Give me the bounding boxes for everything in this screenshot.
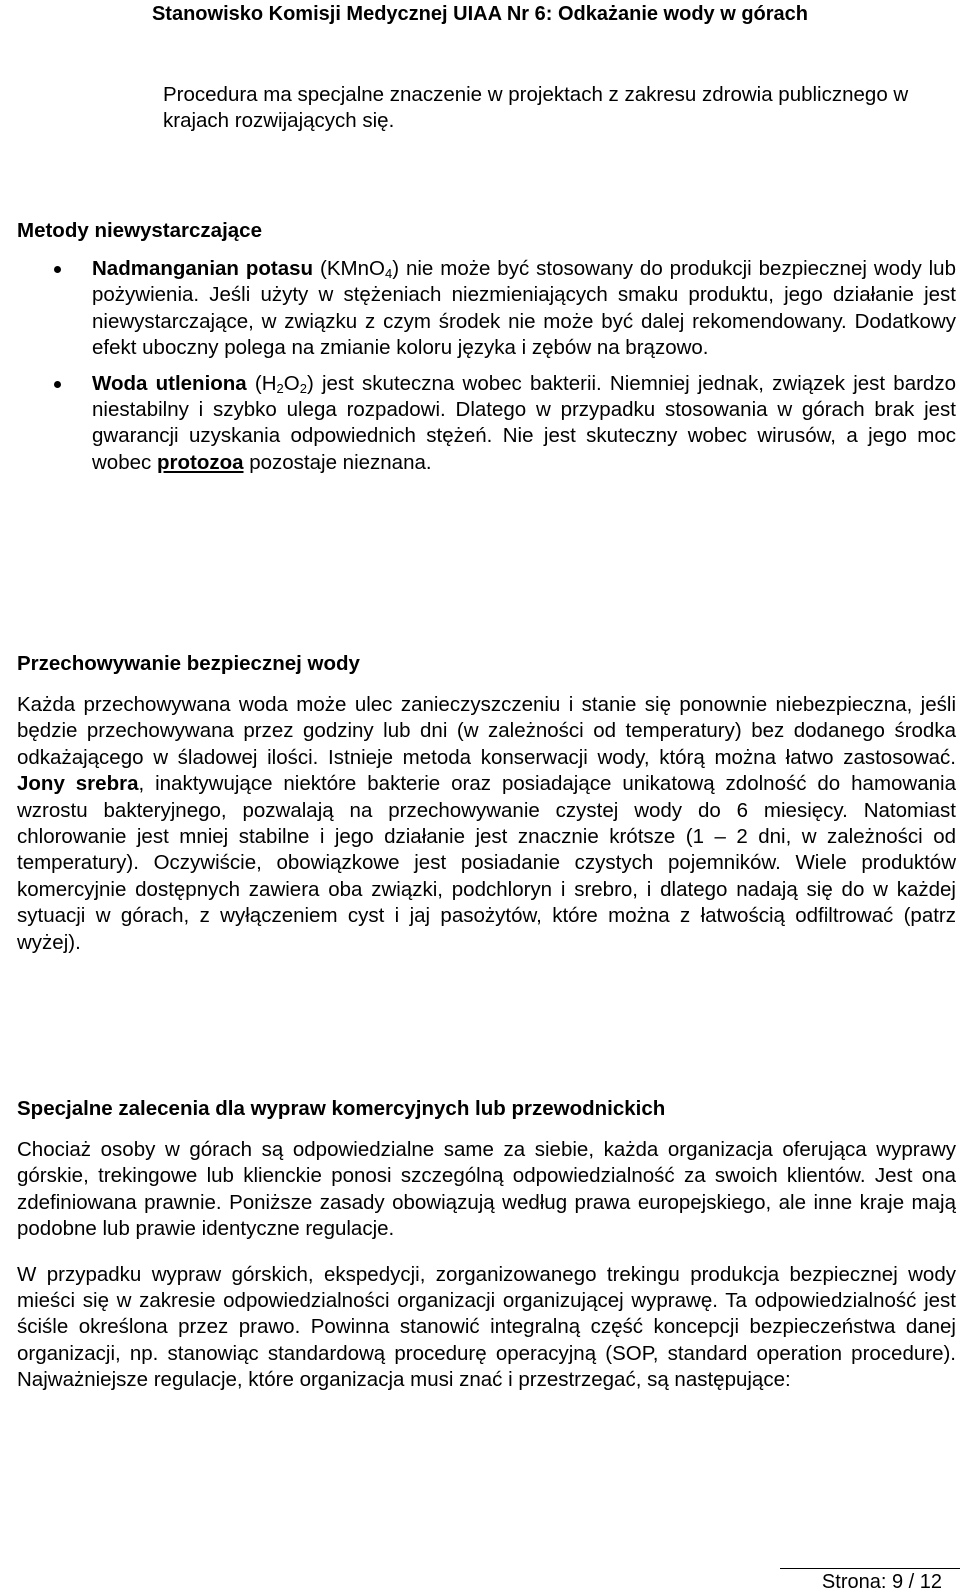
formula-open: (KMnO bbox=[320, 257, 385, 280]
protozoa-link[interactable]: protozoa bbox=[156, 450, 244, 474]
storage-text-1: Każda przechowywana woda może ulec zanieczyszczeniu i stanie się ponownie niebezpieczna, jeśli będzie przechowywana przez godziny lub dni (w zależności od temperatury) bez dodanego środka odkażającego w śladowej ilości. Istnieje metoda konserwacji wody, którą można łatwo zastosować. bbox=[17, 693, 956, 769]
intro-text: Procedura ma specjalne znaczenie w projektach z zakresu zdrowia publicznego w krajach rozwijających się. bbox=[163, 83, 909, 133]
formula-open: (H bbox=[254, 371, 277, 395]
intro-paragraph bbox=[163, 82, 941, 135]
section-heading: Przechowywanie bezpiecznej wody bbox=[17, 652, 360, 675]
bullet-icon bbox=[54, 381, 61, 388]
storage-paragraph bbox=[17, 692, 956, 956]
item-tail: pozostaje nieznana. bbox=[243, 450, 432, 474]
formula-subscript: 2 bbox=[276, 380, 284, 396]
insufficient-methods-section bbox=[17, 218, 956, 476]
storage-text-2: , inaktywujące niektóre bakterie oraz posiadające unikatową zdolność do hamowania wzrostu bakteryjnego, pozwalają na przechowywanie czystej wody do 6 miesięcy. Natomiast chlorowanie jest mniej stabilne i jego działanie jest znacznie krótsze (1 – 2 dni, w zależności od temperatury). Oczywiście, obowiązkowe jest posiadanie czystych pojemników. Wiele produktów komercyjnie dostępnych zawiera oba związki, podchloryn i srebro, i dlatego nadają się do w każdej sytuacji w górach, z wyłączeniem cyst i jaj pasożytów, które można z łatwością odfiltrować (patrz wyżej). bbox=[17, 772, 956, 954]
page-number: Strona: 9 / 12 bbox=[821, 1571, 942, 1593]
list-item bbox=[17, 371, 956, 477]
insufficient-methods-list bbox=[17, 256, 956, 476]
term-silver-ions: Jony srebra bbox=[17, 772, 139, 796]
formula-subscript: 4 bbox=[384, 266, 393, 281]
bullet-icon bbox=[54, 266, 61, 273]
footer-divider bbox=[780, 1568, 960, 1569]
storage-section bbox=[17, 651, 956, 956]
section-heading: Specjalne zalecenia dla wypraw komercyjnych lub przewodnickich bbox=[17, 1097, 666, 1120]
formula-close: ) bbox=[306, 371, 314, 395]
page-header: Stanowisko Komisji Medycznej UIAA Nr 6: Odkażanie wody w górach bbox=[151, 3, 809, 25]
commercial-paragraph-2: W przypadku wypraw górskich, ekspedycji, zorganizowanego trekingu produkcja bezpiecznej wody mieści się w zakresie odpowiedzialności organizacji organizującej wyprawę. Ta odpowiedzialność jest ściśle określona przez prawo. Powinna stanowić integralną część koncepcji bezpieczeństwa danej organizacji, np. stanowiąc standardową procedurę operacyjną (SOP, standard operation procedure). Najważniejsze regulacje, które organizacja musi znać i przestrzegać, są następujące: bbox=[17, 1262, 956, 1392]
commercial-section bbox=[17, 1096, 956, 1394]
commercial-paragraph-1: Chociaż osoby w górach są odpowiedzialne same za siebie, każda organizacja oferująca wyprawy górskie, trekingowe lub klienckie ponosi szczególną odpowiedzialność za swoich klientów. Jest ona zdefiniowana prawnie. Poniższe zasady obowiązują według prawa europejskiego, ale inne kraje mają podobne lub prawie identyczne regulacje. bbox=[17, 1138, 956, 1241]
item-text: jest skuteczna wobec bakterii. Niemniej jednak, związek jest bardzo niestabilny i szybko ulega rozpadowi. Dlatego w przypadku stosowania w górach brak jest gwarancji uzyskania odpowiednich stężeń. Nie jest skuteczny wobec wirusów, a jego moc wobec bbox=[92, 371, 956, 474]
term-hydrogen-peroxide: Woda utleniona bbox=[92, 371, 247, 395]
term-potassium-permanganate: Nadmanganian potasu bbox=[92, 257, 314, 280]
formula-close: ) bbox=[392, 257, 400, 280]
item-text: nie może być stosowany do produkcji bezpiecznej wody lub pożywienia. Jeśli użyty w stężeniach niezmieniających smaku produktu, jego działanie jest niewystarczające, w związku z czym środek nie może być dalej rekomendowany. Dodatkowy efekt uboczny polega na zmianie koloru języka i zębów na brązowo. bbox=[92, 257, 956, 360]
formula-subscript: 2 bbox=[299, 380, 307, 396]
section-heading: Metody niewystarczające bbox=[17, 219, 262, 242]
list-item bbox=[17, 256, 956, 362]
formula-mid: O bbox=[283, 371, 300, 395]
